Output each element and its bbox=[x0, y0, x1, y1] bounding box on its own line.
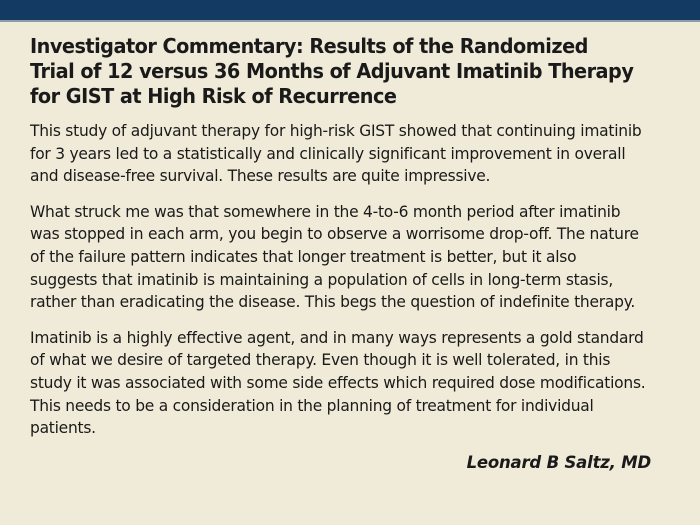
top-header-bar bbox=[0, 0, 700, 20]
page-title: Investigator Commentary: Results of the Randomized Trial of 12 versus 36 Months of Adjuvant Imatinib Therapy for GIST at High Risk of Recurrence bbox=[30, 34, 634, 108]
slide-content bbox=[0, 22, 700, 525]
author-attribution: Leonard B Saltz, MD bbox=[466, 452, 651, 472]
commentary-paragraph-2: What struck me was that somewhere in the 4-to-6 month period after imatinib was stopped in each arm, you begin to observe a worrisome drop-off. The nature of the failure pattern indicates that longer treatment is better, but it also suggests that imatinib is maintaining a population of cells in long-term stasis, rather than eradicating the disease. This begs the question of indefinite therapy. bbox=[30, 201, 639, 312]
commentary-paragraph-1: This study of adjuvant therapy for high-risk GIST showed that continuing imatinib for 3 years led to a statistically and clinically significant improvement in overall and disease-free survival. These results are quite impressive. bbox=[30, 121, 642, 186]
commentary-paragraph-3: Imatinib is a highly effective agent, and in many ways represents a gold standard of what we desire of targeted therapy. Even though it is well tolerated, in this study it was associated with some side effects which required dose modifications. This needs to be a consideration in the planning of treatment for individual patients. bbox=[30, 327, 646, 438]
